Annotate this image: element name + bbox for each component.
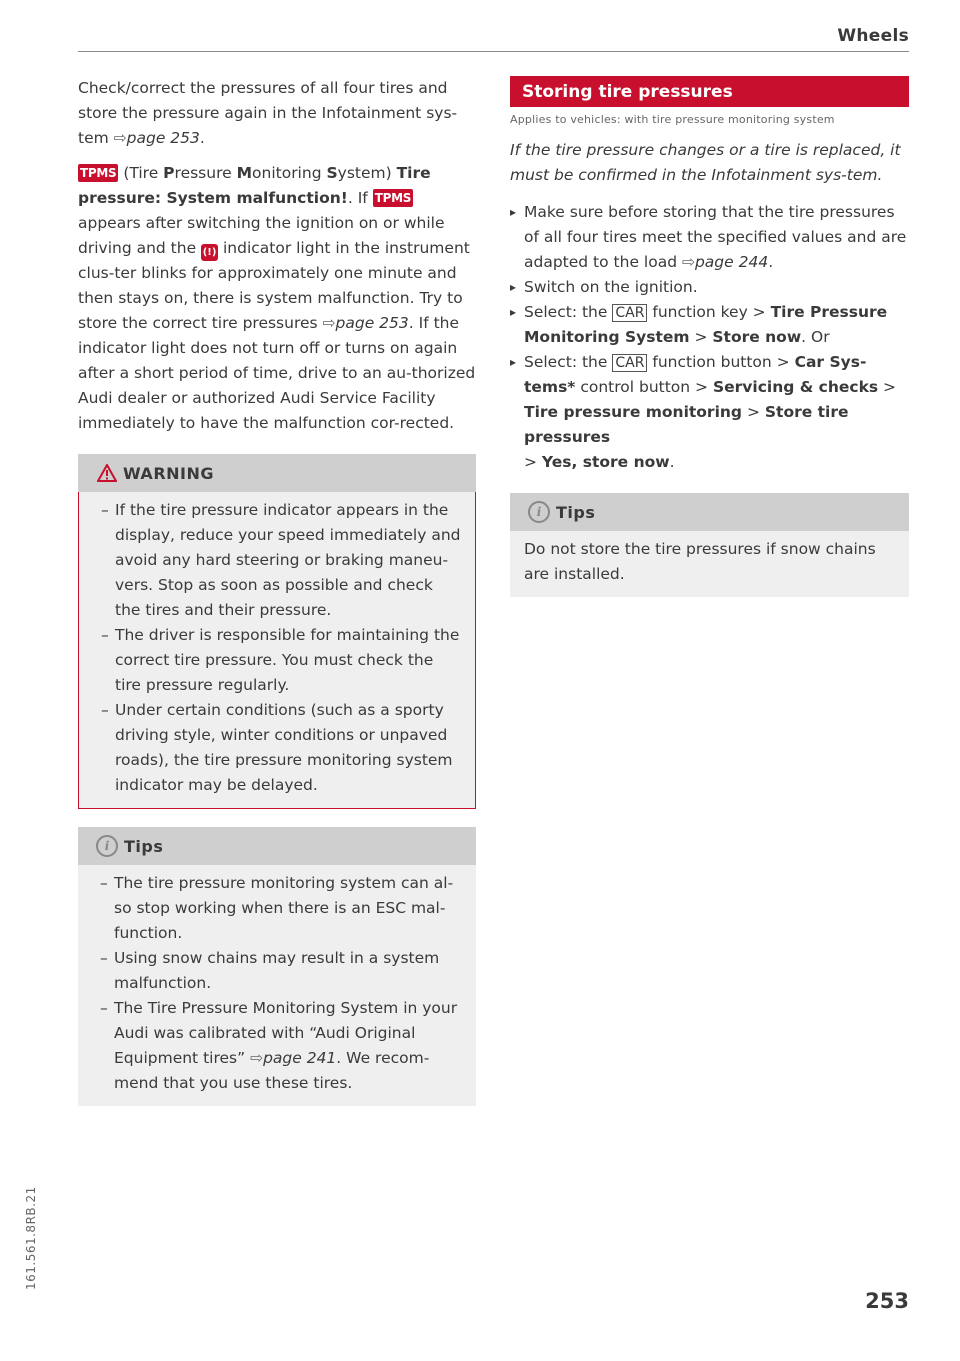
- arrow-ref-icon: ⇨: [681, 253, 695, 271]
- storing-heading-bar: [510, 76, 909, 107]
- paragraph-system-malfunction: TPMS (Tire Pressure Monitoring System) Tire pressure: System malfunction!. If TPMS appears after switching the ignition on or while driving and the (!) indicator light in the instrument clus-ter blinks for approximately one minute and then stays on, there is system malfunction. Try to store the correct tire pressures ⇨page 253. If the indicator light does not turn off or turns on again after a short period of time, drive to an au-thorized Audi dealer or authorized Audi Service Facility immediately to have the malfunction cor-rected.: [78, 164, 476, 432]
- tips-box-right: [510, 493, 909, 597]
- intro-text: If the tire pressure changes or a tire is replaced, it must be confirmed in the Infotainment sys-tem.: [510, 141, 901, 184]
- tips-title: Tips: [124, 836, 164, 856]
- storing-heading: Storing tire pressures: [522, 81, 733, 102]
- tips-header: [78, 827, 476, 865]
- section-title: Wheels: [837, 26, 909, 46]
- step-item: ▸ Make sure before storing that the tire pressures of all four tires meet the specified values and are adapted to the load ⇨page 244.: [510, 200, 909, 275]
- page-ref-link[interactable]: page 253: [335, 314, 409, 332]
- car-key: CAR: [612, 304, 647, 322]
- tips-box: [78, 827, 476, 1106]
- arrow-ref-icon: ⇨: [250, 1049, 264, 1067]
- page-number: 253: [865, 1289, 909, 1313]
- step-item: ▸ Select: the CAR function key > Tire Pressure Monitoring System > Store now. Or: [510, 300, 909, 350]
- car-key: CAR: [612, 354, 647, 372]
- step-item: ▸ Select: the CAR function button > Car Sys-tems* control button > Servicing & checks > Tire pressure monitoring > Store tire pressures > Yes, store now.: [510, 350, 909, 475]
- step-item: ▸ Switch on the ignition.: [510, 275, 909, 300]
- tips-title: Tips: [556, 502, 596, 522]
- tips-body: [78, 865, 476, 1106]
- info-icon: i: [528, 501, 550, 523]
- arrow-ref-icon: ⇨: [322, 314, 336, 332]
- applies-note: Applies to vehicles: with tire pressure monitoring system: [510, 113, 835, 126]
- header-rule: [78, 51, 909, 52]
- tips-header: [510, 493, 909, 531]
- tpms-warning-icon: TPMS: [374, 191, 412, 205]
- malfunction-heading: Tire pressure: System malfunction!: [78, 164, 431, 207]
- right-column: [510, 76, 909, 597]
- warning-item: – The driver is responsible for maintaining the correct tire pressure. You must check the tire pressure regularly.: [101, 626, 460, 694]
- tips-item: – The Tire Pressure Monitoring System in your Audi was calibrated with “Audi Original Equipment tires” ⇨page 241. We recom-mend that you use these tires.: [100, 999, 458, 1092]
- page-ref-link[interactable]: page 253: [126, 129, 200, 147]
- tire-pressure-indicator-icon: (!): [201, 244, 218, 261]
- page-ref-link[interactable]: page 244: [694, 253, 769, 271]
- warning-title: WARNING: [123, 463, 214, 483]
- tips-item: – The tire pressure monitoring system can al-so stop working when there is an ESC mal-function.: [100, 874, 454, 942]
- warning-header: [78, 454, 476, 492]
- tips-body: [510, 531, 909, 597]
- steps-list: [510, 200, 909, 475]
- warning-body: [78, 492, 476, 809]
- warning-box: [78, 454, 476, 809]
- warning-item: – If the tire pressure indicator appears in the display, reduce your speed immediately and avoid any hard steering or braking maneu-vers. Stop as soon as possible and check the tires and their pressure.: [101, 501, 461, 619]
- warning-triangle-icon: [97, 464, 117, 482]
- left-column: [78, 76, 476, 1106]
- warning-item: – Under certain conditions (such as a sporty driving style, winter conditions or unpaved roads), the tire pressure monitoring system indicator may be delayed.: [101, 701, 453, 794]
- tips-item: – Using snow chains may result in a system malfunction.: [100, 949, 440, 992]
- tpms-warning-icon: TPMS: [80, 166, 117, 180]
- page-ref-link[interactable]: page 241: [263, 1049, 337, 1067]
- info-icon: i: [96, 835, 118, 857]
- document-code: 161.561.8RB.21: [24, 1186, 38, 1290]
- paragraph-check-pressures: Check/correct the pressures of all four tires and store the pressure again in the Infotainment sys-tem ⇨page 253.: [78, 79, 458, 147]
- arrow-ref-icon: ⇨: [113, 129, 127, 147]
- tips-text: Do not store the tire pressures if snow chains are installed.: [524, 540, 876, 583]
